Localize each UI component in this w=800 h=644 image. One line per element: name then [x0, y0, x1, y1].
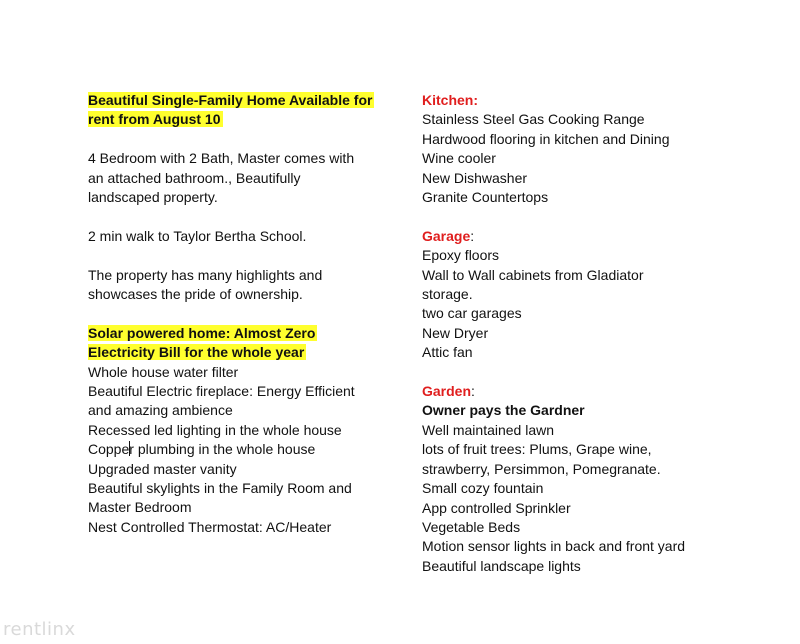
garage-item: New Dryer: [422, 324, 489, 341]
intro-line-1: 4 Bedroom with 2 Bath, Master comes with: [88, 150, 355, 167]
intro-line-3: landscaped property.: [88, 189, 218, 206]
feature-item: Nest Controlled Thermostat: AC/Heater: [88, 518, 332, 535]
garage-item: storage.: [422, 286, 473, 303]
title-line-1: Beautiful Single-Family Home Available for: [88, 92, 373, 108]
intro-line-2: an attached bathroom., Beautifully: [88, 169, 301, 186]
left-column: [88, 91, 388, 537]
garden-owner-note: Owner pays the Gardner: [422, 402, 585, 419]
garden-item: strawberry, Persimmon, Pomegranate.: [422, 460, 661, 477]
feature-item: Master Bedroom: [88, 499, 192, 516]
feature-item: Upgraded master vanity: [88, 460, 237, 477]
garden-item: Small cozy fountain: [422, 480, 544, 497]
solar-line-1: Solar powered home: Almost Zero: [88, 324, 316, 341]
highlights-line-1: The property has many highlights and: [88, 266, 323, 283]
kitchen-item: Stainless Steel Gas Cooking Range: [422, 111, 645, 128]
feature-item: Whole house water filter: [88, 363, 239, 380]
garage-item: Wall to Wall cabinets from Gladiator: [422, 266, 644, 283]
kitchen-item: New Dishwasher: [422, 169, 528, 186]
garden-item: lots of fruit trees: Plums, Grape wine,: [422, 441, 652, 458]
garden-item: Well maintained lawn: [422, 421, 555, 438]
garage-heading-line: Garage:: [422, 227, 475, 244]
garage-item: Attic fan: [422, 344, 473, 361]
garden-item: Vegetable Beds: [422, 518, 521, 535]
solar-line-2: Electricity Bill for the whole year: [88, 344, 305, 361]
feature-item: Beautiful skylights in the Family Room and: [88, 480, 352, 497]
walk-line: 2 min walk to Taylor Bertha School.: [88, 227, 307, 244]
feature-item-copper: Copper plumbing in the whole house: [88, 441, 316, 458]
feature-item: Recessed led lighting in the whole house: [88, 421, 342, 438]
feature-item: Beautiful Electric fireplace: Energy Efficient: [88, 383, 355, 400]
highlights-line-2: showcases the pride of ownership.: [88, 286, 303, 303]
kitchen-item: Hardwood flooring in kitchen and Dining: [422, 130, 670, 147]
garden-item: App controlled Sprinkler: [422, 499, 571, 516]
garden-item: Motion sensor lights in back and front yard: [422, 538, 686, 555]
kitchen-item: Wine cooler: [422, 150, 496, 167]
feature-item: and amazing ambience: [88, 402, 233, 419]
garage-heading: Garage: [422, 227, 471, 244]
garden-heading-line: Garden:: [422, 383, 475, 400]
rentlinx-watermark: rentlinx: [3, 619, 76, 640]
right-column: [422, 91, 762, 576]
garage-item: two car garages: [422, 305, 522, 322]
kitchen-item: Granite Countertops: [422, 189, 549, 206]
garden-heading: Garden: [422, 383, 472, 400]
title-line-2: rent from August 10: [88, 111, 221, 128]
kitchen-heading: Kitchen:: [422, 92, 478, 108]
garage-item: Epoxy floors: [422, 247, 500, 264]
garden-item: Beautiful landscape lights: [422, 557, 581, 574]
